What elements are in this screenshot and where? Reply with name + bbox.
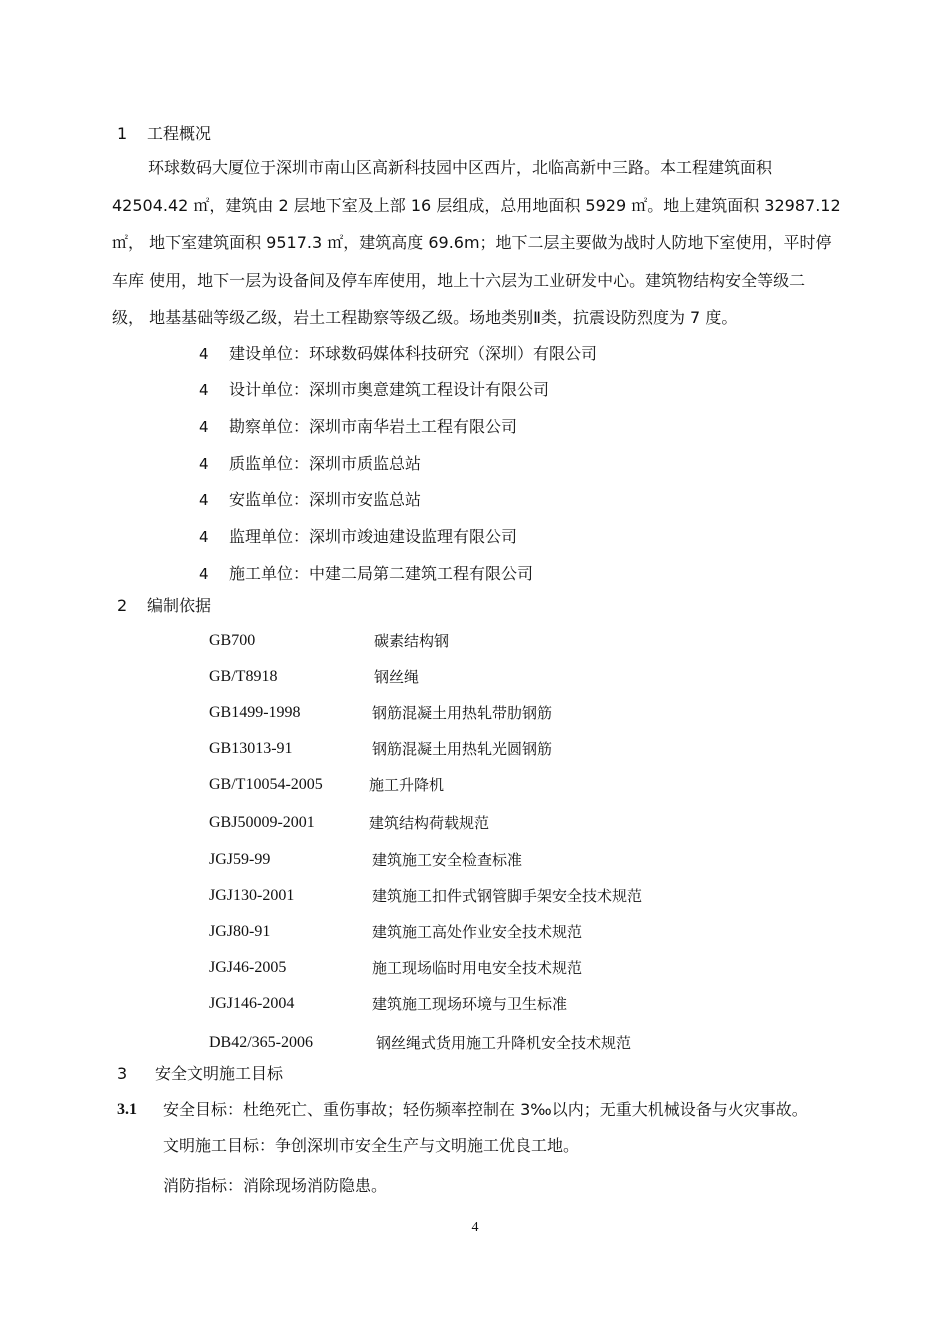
paragraph-line: 环球数码大厦位于深圳市南山区高新科技园中区西片，北临高新中三路。本工程建筑面积 xyxy=(148,158,773,177)
unit-list-item xyxy=(199,344,597,364)
standard-title: 钢丝绳式货用施工升降机安全技术规范 xyxy=(376,1034,632,1052)
standard-code: GB700 xyxy=(209,632,256,649)
standard-title: 钢筋混凝土用热轧光圆钢筋 xyxy=(372,740,553,758)
standard-title: 建筑施工高处作业安全技术规范 xyxy=(372,923,583,941)
standard-title: 施工现场临时用电安全技术规范 xyxy=(372,959,583,977)
standard-code: GB/T8918 xyxy=(209,668,278,685)
bullet-icon: 4 xyxy=(199,455,209,473)
unit-list-item xyxy=(199,490,421,510)
overview-paragraph xyxy=(112,149,852,337)
unit-text: 施工单位：中建二局第二建筑工程有限公司 xyxy=(229,564,534,583)
standard-code: JGJ59-99 xyxy=(209,851,271,868)
page-number: 4 xyxy=(471,1220,479,1235)
standard-title: 施工升降机 xyxy=(369,776,445,794)
standard-title: 钢筋混凝土用热轧带肋钢筋 xyxy=(372,704,553,722)
unit-text: 建设单位：环球数码媒体科技研究（深圳）有限公司 xyxy=(229,344,598,363)
standard-code: JGJ130-2001 xyxy=(209,887,295,904)
bullet-icon: 4 xyxy=(199,381,209,399)
unit-list-item xyxy=(199,527,517,547)
standard-title: 建筑施工扣件式钢管脚手架安全技术规范 xyxy=(372,887,643,905)
section-title: 工程概况 xyxy=(147,124,212,143)
bullet-icon: 4 xyxy=(199,418,209,436)
standard-code: GB/T10054-2005 xyxy=(209,776,323,793)
standard-title: 建筑施工安全检查标准 xyxy=(372,851,523,869)
standard-title: 钢丝绳 xyxy=(374,668,420,686)
section-number: 2 xyxy=(117,596,128,615)
unit-list-item xyxy=(199,380,549,400)
standard-code: GB1499-1998 xyxy=(209,704,301,721)
standard-code: JGJ146-2004 xyxy=(209,995,295,1012)
section-number: 3 xyxy=(117,1064,128,1083)
goal-line: 安全目标：杜绝死亡、重伤事故；轻伤频率控制在 3‰以内；无重大机械设备与火灾事故。 xyxy=(163,1100,808,1119)
bullet-icon: 4 xyxy=(199,565,209,583)
unit-text: 监理单位：深圳市竣迪建设监理有限公司 xyxy=(229,527,518,546)
paragraph-line: ㎡， 地下室建筑面积 9517.3 ㎡，建筑高度 69.6m；地下二层主要做为战时人防地下室使用，平时停 xyxy=(112,233,832,252)
subsection-number: 3.1 xyxy=(117,1101,137,1118)
section-title: 编制依据 xyxy=(147,596,212,615)
paragraph-line: 车库 使用，地下一层为设备间及停车库使用，地上十六层为工业研发中心。建筑物结构安全等级二 xyxy=(112,270,806,290)
standard-code: DB42/365-2006 xyxy=(209,1034,313,1051)
paragraph-line: 42504.42 ㎡，建筑由 2 层地下室及上部 16 层组成，总用地面积 5929 ㎡。地上建筑面积 32987.12 xyxy=(112,195,841,215)
unit-text: 安监单位：深圳市安监总站 xyxy=(229,490,422,509)
unit-text: 质监单位：深圳市质监总站 xyxy=(229,454,422,473)
section-number: 1 xyxy=(117,124,128,143)
unit-text: 勘察单位：深圳市南华岩土工程有限公司 xyxy=(229,417,518,436)
goal-line: 文明施工目标：争创深圳市安全生产与文明施工优良工地。 xyxy=(163,1136,580,1155)
bullet-icon: 4 xyxy=(199,491,209,509)
paragraph-line: 级， 地基基础等级乙级，岩土工程勘察等级乙级。场地类别Ⅱ类，抗震设防烈度为 7 度。 xyxy=(112,308,738,327)
section-title: 安全文明施工目标 xyxy=(155,1064,284,1083)
standard-code: GBJ50009-2001 xyxy=(209,814,315,831)
standard-code: GB13013-91 xyxy=(209,740,293,757)
unit-list-item xyxy=(199,417,517,437)
unit-text: 设计单位：深圳市奥意建筑工程设计有限公司 xyxy=(229,380,550,399)
goal-line: 消防指标：消除现场消防隐患。 xyxy=(163,1176,388,1195)
unit-list-item xyxy=(199,454,421,474)
standard-title: 碳素结构钢 xyxy=(374,632,450,650)
unit-list-item xyxy=(199,564,533,584)
standard-code: JGJ80-91 xyxy=(209,923,271,940)
standard-title: 建筑施工现场环境与卫生标准 xyxy=(372,995,568,1013)
standard-title: 建筑结构荷载规范 xyxy=(369,814,490,832)
bullet-icon: 4 xyxy=(199,345,209,363)
bullet-icon: 4 xyxy=(199,528,209,546)
standard-code: JGJ46-2005 xyxy=(209,959,287,976)
